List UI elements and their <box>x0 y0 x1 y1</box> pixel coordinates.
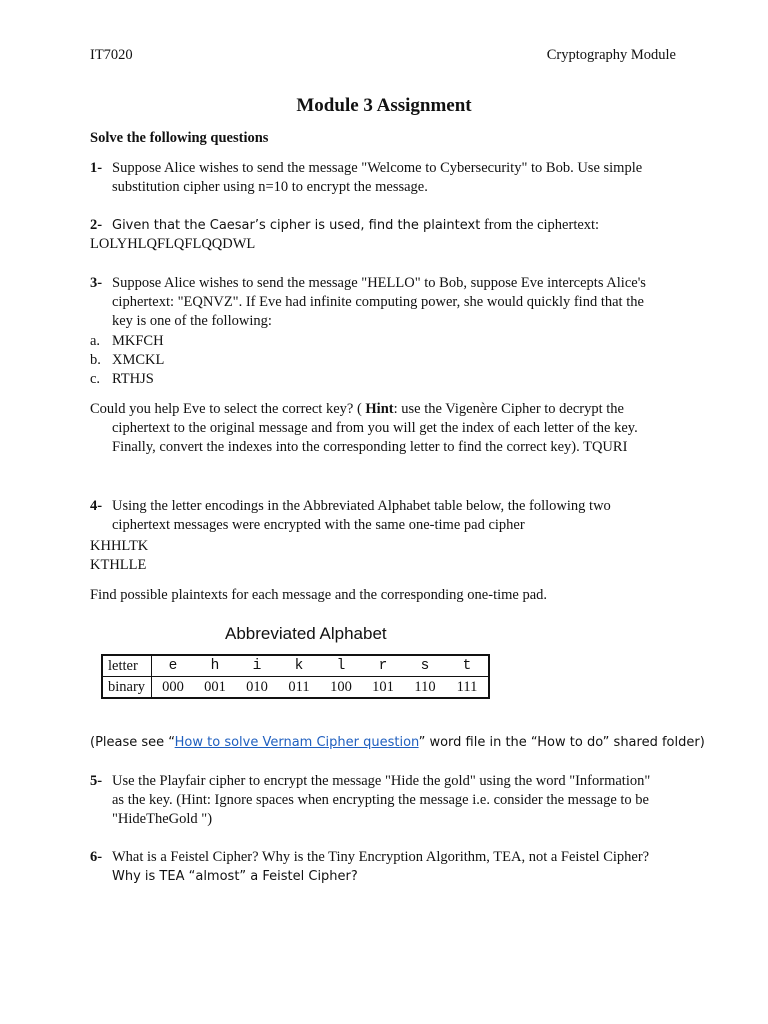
table-cell: 111 <box>446 677 489 699</box>
table-cell: 110 <box>404 677 446 699</box>
question-2-ciphertext: LOLYHLQFLQFLQQDWL <box>90 236 256 252</box>
option-a-label: a. <box>90 333 101 349</box>
ciphertext-1: KHHLTK <box>90 538 149 554</box>
table-row-binary <box>102 677 489 699</box>
question-2-text-b: from the ciphertext: <box>480 217 600 233</box>
question-3-line-2: ciphertext: "EQNVZ". If Eve had infinite computing power, she would quickly find that the <box>112 294 644 310</box>
option-c-value: RTHJS <box>112 371 154 387</box>
question-3-help-line-2: ciphertext to the original message and from you will get the index of each letter of the key. <box>112 420 638 436</box>
option-b-label: b. <box>90 352 101 368</box>
question-3-number: 3- <box>90 275 103 291</box>
option-a-value: MKFCH <box>112 333 164 349</box>
page-title: Module 3 Assignment <box>296 95 472 116</box>
question-2-text-a: Given that the Caesar’s cipher is used, find the plaintext <box>112 218 481 233</box>
question-4-find: Find possible plaintexts for each message and the corresponding one-time pad. <box>90 587 548 603</box>
table-cell: t <box>446 655 489 677</box>
intro-heading: Solve the following questions <box>90 130 269 146</box>
question-3-line-1: Suppose Alice wishes to send the message "HELLO" to Bob, suppose Eve intercepts Alice's <box>112 275 646 291</box>
question-6-line-2: Why is TEA “almost” a Feistel Cipher? <box>112 869 358 884</box>
question-4 <box>90 497 690 535</box>
question-3-help <box>90 400 670 457</box>
table-cell: 011 <box>278 677 320 699</box>
table-cell: 010 <box>236 677 278 699</box>
header-course: IT7020 <box>90 47 133 63</box>
table-cell: 001 <box>194 677 236 699</box>
header-module: Cryptography Module <box>546 47 676 63</box>
table-row-label: letter <box>102 655 152 677</box>
question-3 <box>90 274 690 331</box>
question-3-help-line-1: Could you help Eve to select the correct key? ( Hint: use the Vigenère Cipher to decrypt the <box>90 401 624 417</box>
question-5 <box>90 772 690 829</box>
question-5-line-1: Use the Playfair cipher to encrypt the message "Hide the gold" using the word "Information" <box>112 773 651 789</box>
question-1-number: 1- <box>90 160 103 176</box>
question-5-line-3: "HideTheGold ") <box>112 811 213 827</box>
table-cell: 000 <box>152 677 195 699</box>
question-2-number: 2- <box>90 217 103 233</box>
question-5-number: 5- <box>90 773 103 789</box>
option-c-label: c. <box>90 371 101 387</box>
table-cell: l <box>320 655 362 677</box>
question-4-line-2: ciphertext messages were encrypted with the same one-time pad cipher <box>112 517 525 533</box>
alphabet-table <box>101 654 490 699</box>
table-cell: h <box>194 655 236 677</box>
option-b-value: XMCKL <box>112 352 165 368</box>
table-cell: 101 <box>362 677 404 699</box>
question-1 <box>90 159 690 197</box>
question-5-line-2: as the key. (Hint: Ignore spaces when encrypting the message i.e. consider the message to be <box>112 792 649 808</box>
table-cell: e <box>152 655 195 677</box>
question-6-line-1: What is a Feistel Cipher? Why is the Tiny Encryption Algorithm, TEA, not a Feistel Cipher? <box>112 849 650 865</box>
table-cell: s <box>404 655 446 677</box>
table-row-label: binary <box>102 677 152 699</box>
ciphertext-2: KTHLLE <box>90 557 147 573</box>
vernam-note: (Please see “How to solve Vernam Cipher question” word file in the “How to do” shared folder) <box>90 735 705 750</box>
table-row-letters <box>102 655 489 677</box>
question-6-number: 6- <box>90 849 103 865</box>
table-cell: i <box>236 655 278 677</box>
option-a <box>90 332 164 351</box>
question-4-number: 4- <box>90 498 103 514</box>
table-cell: 100 <box>320 677 362 699</box>
question-3-help-line-3: Finally, convert the indexes into the corresponding letter to find the correct key). TQURI <box>112 439 628 455</box>
option-c <box>90 370 154 389</box>
question-1-line-1: Suppose Alice wishes to send the message "Welcome to Cybersecurity" to Bob. Use simple <box>112 160 643 176</box>
question-3-line-3: key is one of the following: <box>112 313 272 329</box>
table-cell: k <box>278 655 320 677</box>
question-6 <box>90 848 690 886</box>
table-cell: r <box>362 655 404 677</box>
table-title: Abbreviated Alphabet <box>225 624 387 643</box>
question-4-line-1: Using the letter encodings in the Abbreviated Alphabet table below, the following two <box>112 498 611 514</box>
question-1-line-2: substitution cipher using n=10 to encrypt the message. <box>112 179 428 195</box>
question-2 <box>90 216 690 235</box>
option-b <box>90 351 164 370</box>
vernam-guide-link[interactable]: How to solve Vernam Cipher question <box>174 735 419 750</box>
